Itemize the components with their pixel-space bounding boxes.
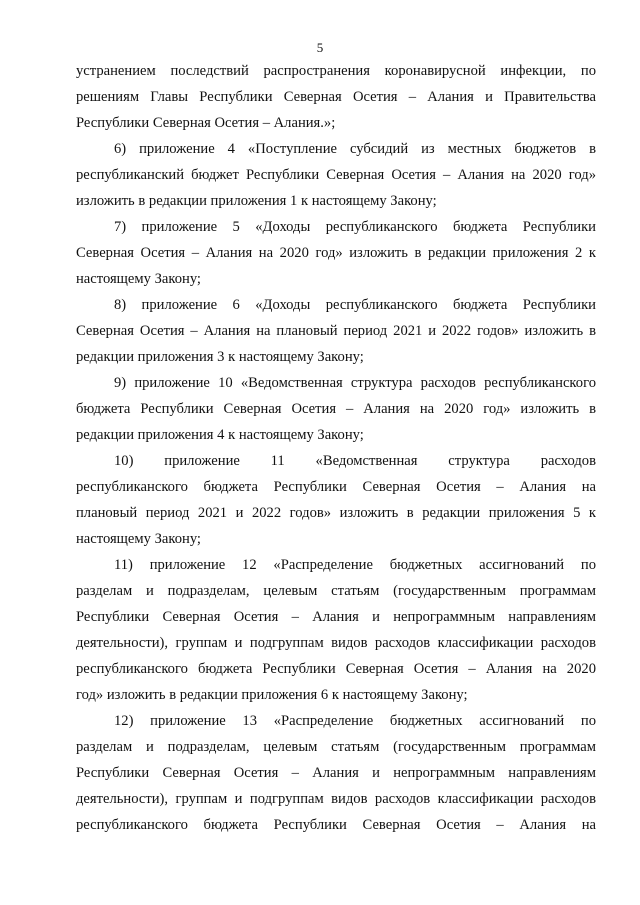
text-line: 11) приложение 12 «Распределение бюджетных ассигнований по <box>114 557 596 573</box>
text-line: бюджета Республики Северная Осетия – Алания на 2020 год» изложить в <box>76 401 596 417</box>
text-line: 9) приложение 10 «Ведомственная структура расходов республиканского <box>114 375 596 391</box>
text-line: деятельности), группам и подгруппам видов расходов классификации расходов <box>76 791 596 807</box>
paragraph <box>76 136 596 214</box>
text-line: республиканского бюджета Республики Северная Осетия – Алания на <box>76 479 596 495</box>
text-line: настоящему Закону; <box>76 271 201 287</box>
text-line: редакции приложения 4 к настоящему Закону; <box>76 427 364 443</box>
text-line: Республики Северная Осетия – Алания.»; <box>76 115 336 131</box>
text-line: Республики Северная Осетия – Алания и непрограммным направлениям <box>76 609 596 625</box>
text-line: деятельности), группам и подгруппам видов расходов классификации расходов <box>76 635 596 651</box>
text-line: устранением последствий распространения коронавирусной инфекции, по <box>76 63 596 79</box>
text-line: решениям Главы Республики Северная Осетия – Алания и Правительства <box>76 89 596 105</box>
text-line: Северная Осетия – Алания на плановый период 2021 и 2022 годов» изложить в <box>76 323 596 339</box>
text-line: 8) приложение 6 «Доходы республиканского бюджета Республики <box>114 297 596 313</box>
text-line: Республики Северная Осетия – Алания и непрограммным направлениям <box>76 765 596 781</box>
text-line: год» изложить в редакции приложения 6 к настоящему Закону; <box>76 687 468 703</box>
paragraph <box>76 448 596 552</box>
text-line: настоящему Закону; <box>76 531 201 547</box>
text-line: редакции приложения 3 к настоящему Закону; <box>76 349 364 365</box>
text-line: плановый период 2021 и 2022 годов» изложить в редакции приложения 5 к <box>76 505 596 521</box>
text-line: разделам и подразделам, целевым статьям (государственным программам <box>76 583 596 599</box>
text-line: республиканского бюджета Республики Северная Осетия – Алания на <box>76 817 596 833</box>
paragraph <box>76 214 596 292</box>
page-number: 5 <box>316 40 324 55</box>
paragraph <box>76 292 596 370</box>
paragraph <box>76 708 596 838</box>
text-line: разделам и подразделам, целевым статьям (государственным программам <box>76 739 596 755</box>
paragraph <box>76 370 596 448</box>
text-line: республиканского бюджета Республики Северная Осетия – Алания на 2020 <box>76 661 596 677</box>
text-line: Северная Осетия – Алания на 2020 год» изложить в редакции приложения 2 к <box>76 245 596 261</box>
text-line: 12) приложение 13 «Распределение бюджетных ассигнований по <box>114 713 596 729</box>
text-line: 10) приложение 11 «Ведомственная структура расходов <box>114 453 596 469</box>
paragraph <box>76 552 596 708</box>
text-line: республиканский бюджет Республики Северная Осетия – Алания на 2020 год» <box>76 167 596 183</box>
document-body <box>76 58 596 838</box>
paragraph <box>76 58 596 136</box>
text-line: 6) приложение 4 «Поступление субсидий из местных бюджетов в <box>114 141 596 157</box>
text-line: 7) приложение 5 «Доходы республиканского бюджета Республики <box>114 219 596 235</box>
text-line: изложить в редакции приложения 1 к настоящему Закону; <box>76 193 437 209</box>
